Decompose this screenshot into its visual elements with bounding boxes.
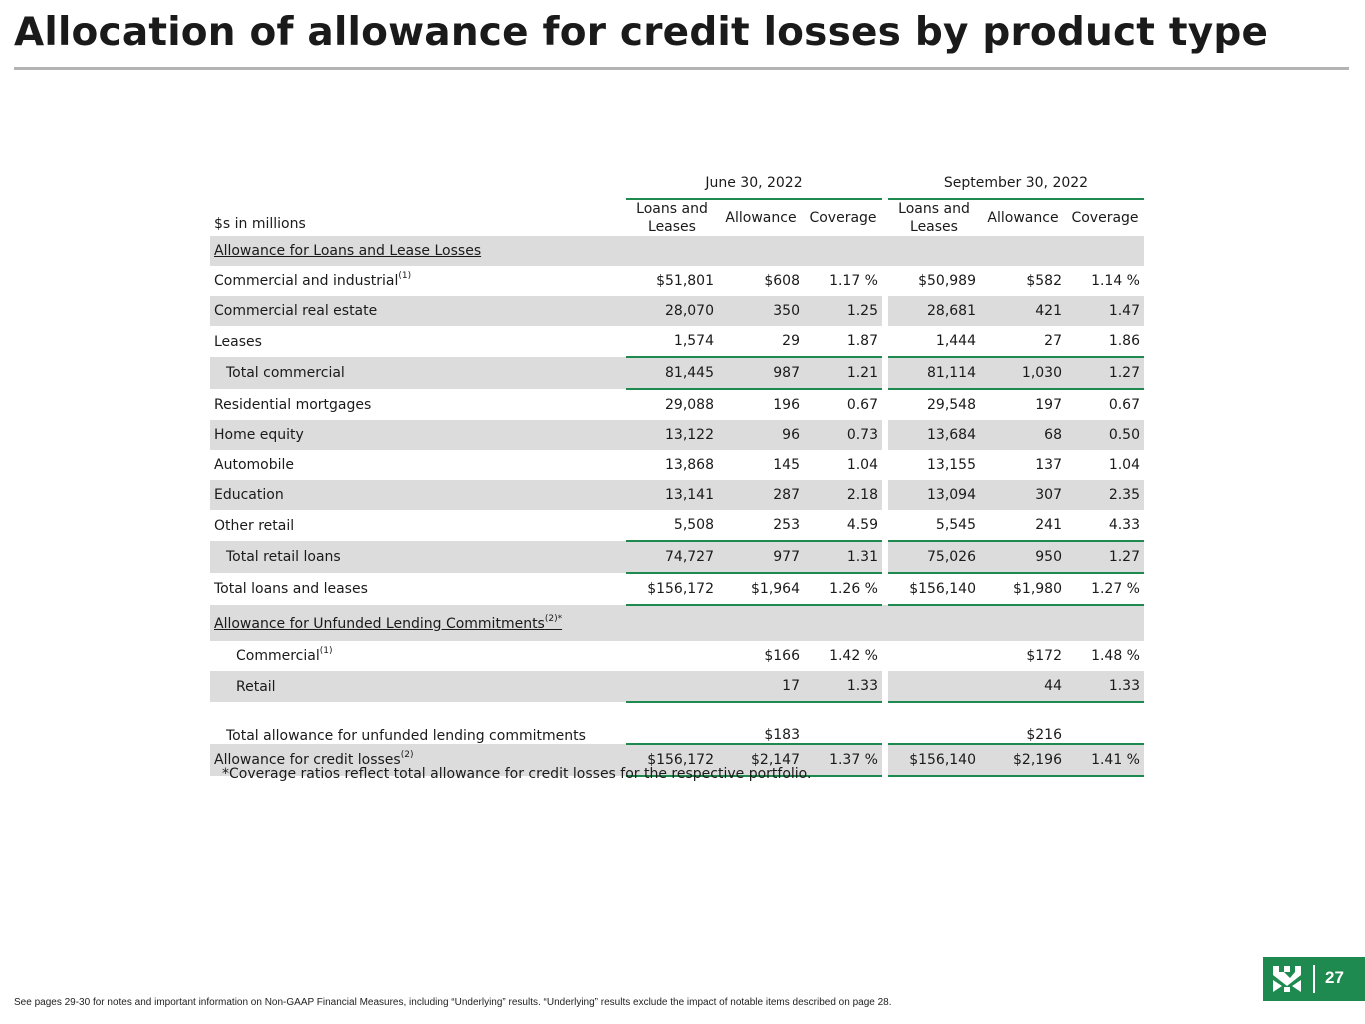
table-cell: 96 bbox=[718, 420, 804, 450]
page-number: 27 bbox=[1325, 968, 1344, 987]
table-cell: 1.48 % bbox=[1091, 648, 1140, 664]
table-row bbox=[210, 573, 1144, 605]
table-cell: 1.14 % bbox=[1091, 273, 1140, 289]
table-cell: 1.27 bbox=[1066, 541, 1144, 573]
table-cell: $156,172 bbox=[626, 744, 718, 776]
page-badge bbox=[1263, 957, 1365, 1001]
table-cell: 145 bbox=[773, 457, 800, 473]
table-cell: 1.26 % bbox=[804, 573, 882, 605]
table-cell: 13,155 bbox=[927, 457, 976, 473]
table-cell: 1.27 % bbox=[1066, 573, 1144, 605]
table-cell: $172 bbox=[1026, 648, 1062, 664]
table-cell: 1.42 % bbox=[829, 648, 878, 664]
table-cell: 75,026 bbox=[888, 541, 980, 573]
allowance-table bbox=[210, 168, 1144, 777]
table-cell: 0.67 bbox=[846, 397, 878, 413]
footnote-marker: (1) bbox=[398, 271, 412, 282]
table-cell: 13,094 bbox=[888, 480, 980, 510]
row-label: Total retail loans bbox=[226, 549, 341, 565]
table-cell: 253 bbox=[718, 510, 804, 541]
table-cell: 0.67 bbox=[1108, 397, 1140, 413]
table-cell: 13,122 bbox=[626, 420, 718, 450]
table-cell: 287 bbox=[718, 480, 804, 510]
table-cell: 29,088 bbox=[665, 397, 714, 413]
table-cell: 1.17 % bbox=[829, 273, 878, 289]
table-cell: 68 bbox=[980, 420, 1066, 450]
row-label: Leases bbox=[214, 333, 262, 350]
row-label: Residential mortgages bbox=[214, 396, 372, 413]
table-cell: 81,114 bbox=[888, 357, 980, 389]
table-cell: 1.31 bbox=[804, 541, 882, 573]
row-label: Commercial real estate bbox=[214, 303, 378, 319]
table-cell: 4.33 bbox=[1066, 510, 1144, 541]
table-cell: 1.47 bbox=[1066, 296, 1144, 326]
table-row bbox=[210, 702, 1144, 744]
table-cell: 196 bbox=[773, 397, 800, 413]
table-cell bbox=[804, 702, 882, 744]
row-label: Home equity bbox=[214, 427, 304, 443]
table-cell: $216 bbox=[980, 702, 1066, 744]
table-cell: 1.04 bbox=[846, 457, 878, 473]
footer-note: See pages 29-30 for notes and important information on Non-GAAP Financial Measures, including “Underlying” results. “Underlying” results exclude the impact of notable items described on page 28. bbox=[14, 997, 892, 1008]
table-cell: $50,989 bbox=[918, 273, 976, 289]
table-row bbox=[210, 357, 1144, 389]
table-cell: $166 bbox=[764, 648, 800, 664]
row-label: Commercial bbox=[236, 648, 320, 664]
table-cell: $2,147 bbox=[718, 744, 804, 776]
badge-separator bbox=[1313, 965, 1315, 993]
table-cell: 81,445 bbox=[626, 357, 718, 389]
col-loans-header: Loans and Leases bbox=[898, 201, 970, 235]
table-cell: 17 bbox=[718, 671, 804, 702]
row-label: Other retail bbox=[214, 517, 295, 534]
title-divider bbox=[14, 67, 1349, 70]
table-cell: 137 bbox=[1035, 457, 1062, 473]
table-cell: 197 bbox=[1035, 397, 1062, 413]
table-cell: 977 bbox=[718, 541, 804, 573]
table-cell: 421 bbox=[980, 296, 1066, 326]
table-cell: 1.27 bbox=[1066, 357, 1144, 389]
table-row bbox=[210, 296, 1144, 326]
table-cell: $1,964 bbox=[718, 573, 804, 605]
table-cell: 241 bbox=[980, 510, 1066, 541]
footnote-marker: (1) bbox=[319, 646, 333, 657]
table-cell: 2.35 bbox=[1066, 480, 1144, 510]
table-cell: 4.59 bbox=[804, 510, 882, 541]
table-row bbox=[210, 266, 1144, 296]
row-label: Retail bbox=[236, 678, 276, 695]
row-label: Total commercial bbox=[226, 365, 345, 381]
table-cell: $156,172 bbox=[626, 573, 718, 605]
table-cell: 950 bbox=[980, 541, 1066, 573]
table-cell bbox=[626, 641, 718, 671]
table-row bbox=[210, 480, 1144, 510]
row-label: Total allowance for unfunded lending commitments bbox=[226, 728, 586, 744]
col-allowance-header: Allowance bbox=[725, 210, 797, 226]
table-cell: 29,548 bbox=[927, 397, 976, 413]
table-cell: $2,196 bbox=[980, 744, 1066, 776]
table-cell: 1,574 bbox=[626, 326, 718, 357]
row-label: Allowance for credit losses bbox=[214, 752, 401, 768]
table-cell: 307 bbox=[980, 480, 1066, 510]
coverage-note: *Coverage ratios reflect total allowance for credit losses for the respective portfolio. bbox=[222, 766, 812, 782]
period-header-june: June 30, 2022 bbox=[626, 168, 882, 199]
row-label: Education bbox=[214, 487, 284, 503]
table-row bbox=[210, 541, 1144, 573]
table-cell bbox=[888, 671, 980, 702]
table-cell: 13,141 bbox=[626, 480, 718, 510]
table-cell: 44 bbox=[980, 671, 1066, 702]
table-cell: 74,727 bbox=[626, 541, 718, 573]
table-cell: 1.37 % bbox=[804, 744, 882, 776]
table-cell bbox=[626, 671, 718, 702]
table-cell: $51,801 bbox=[656, 273, 714, 289]
table-cell: 1.25 bbox=[804, 296, 882, 326]
row-label: Automobile bbox=[214, 457, 294, 473]
col-loans-header: Loans and Leases bbox=[636, 201, 708, 235]
section-loans-lease-losses bbox=[210, 236, 1144, 266]
table-cell: 0.73 bbox=[804, 420, 882, 450]
row-label: Commercial and industrial bbox=[214, 273, 399, 289]
table-cell: $183 bbox=[718, 702, 804, 744]
table-cell: 29 bbox=[718, 326, 804, 357]
table-cell bbox=[1066, 702, 1144, 744]
table-row bbox=[210, 641, 1144, 671]
table-cell: $582 bbox=[1026, 273, 1062, 289]
table-cell: 350 bbox=[718, 296, 804, 326]
table-cell bbox=[888, 702, 980, 744]
table-cell: 1.86 bbox=[1066, 326, 1144, 357]
table-cell: 1.33 bbox=[804, 671, 882, 702]
table-row bbox=[210, 389, 1144, 420]
table-cell: 987 bbox=[718, 357, 804, 389]
table-cell: 1.87 bbox=[804, 326, 882, 357]
table-cell: 1,030 bbox=[980, 357, 1066, 389]
unit-label: $s in millions bbox=[214, 216, 306, 232]
row-label: Total loans and leases bbox=[214, 581, 368, 597]
table-row bbox=[210, 450, 1144, 480]
table-cell: 2.18 bbox=[804, 480, 882, 510]
brand-logo-icon bbox=[1273, 966, 1301, 992]
table-cell: 0.50 bbox=[1066, 420, 1144, 450]
table-row bbox=[210, 671, 1144, 702]
col-coverage-header: Coverage bbox=[1071, 210, 1139, 226]
table-cell: $156,140 bbox=[888, 744, 980, 776]
table-row bbox=[210, 510, 1144, 541]
table-cell: 13,684 bbox=[888, 420, 980, 450]
period-header-september: September 30, 2022 bbox=[888, 168, 1144, 199]
col-coverage-header: Coverage bbox=[809, 210, 877, 226]
footnote-marker: (2)* bbox=[544, 613, 563, 624]
table-cell: 27 bbox=[980, 326, 1066, 357]
table-cell: 1.04 bbox=[1108, 457, 1140, 473]
table-cell: $608 bbox=[764, 273, 800, 289]
table-cell: 5,508 bbox=[626, 510, 718, 541]
table-cell: 1.41 % bbox=[1066, 744, 1144, 776]
table-cell: 1.33 bbox=[1066, 671, 1144, 702]
table-row bbox=[210, 326, 1144, 357]
col-allowance-header: Allowance bbox=[987, 210, 1059, 226]
table-cell: 13,868 bbox=[665, 457, 714, 473]
table-cell bbox=[888, 641, 980, 671]
table-cell bbox=[626, 702, 718, 744]
table-cell: 1,444 bbox=[888, 326, 980, 357]
table-cell: 28,070 bbox=[626, 296, 718, 326]
table-cell: 1.21 bbox=[804, 357, 882, 389]
table-cell: $156,140 bbox=[888, 573, 980, 605]
table-cell: $1,980 bbox=[980, 573, 1066, 605]
section-unfunded-commitments bbox=[210, 605, 1144, 641]
table-cell: 28,681 bbox=[888, 296, 980, 326]
table-cell: 5,545 bbox=[888, 510, 980, 541]
section-label: Allowance for Loans and Lease Losses bbox=[214, 243, 482, 259]
page-title: Allocation of allowance for credit losses by product type bbox=[14, 10, 1269, 55]
section-label: Allowance for Unfunded Lending Commitments bbox=[214, 615, 545, 632]
footnote-marker: (2) bbox=[400, 750, 414, 761]
table-row bbox=[210, 420, 1144, 450]
